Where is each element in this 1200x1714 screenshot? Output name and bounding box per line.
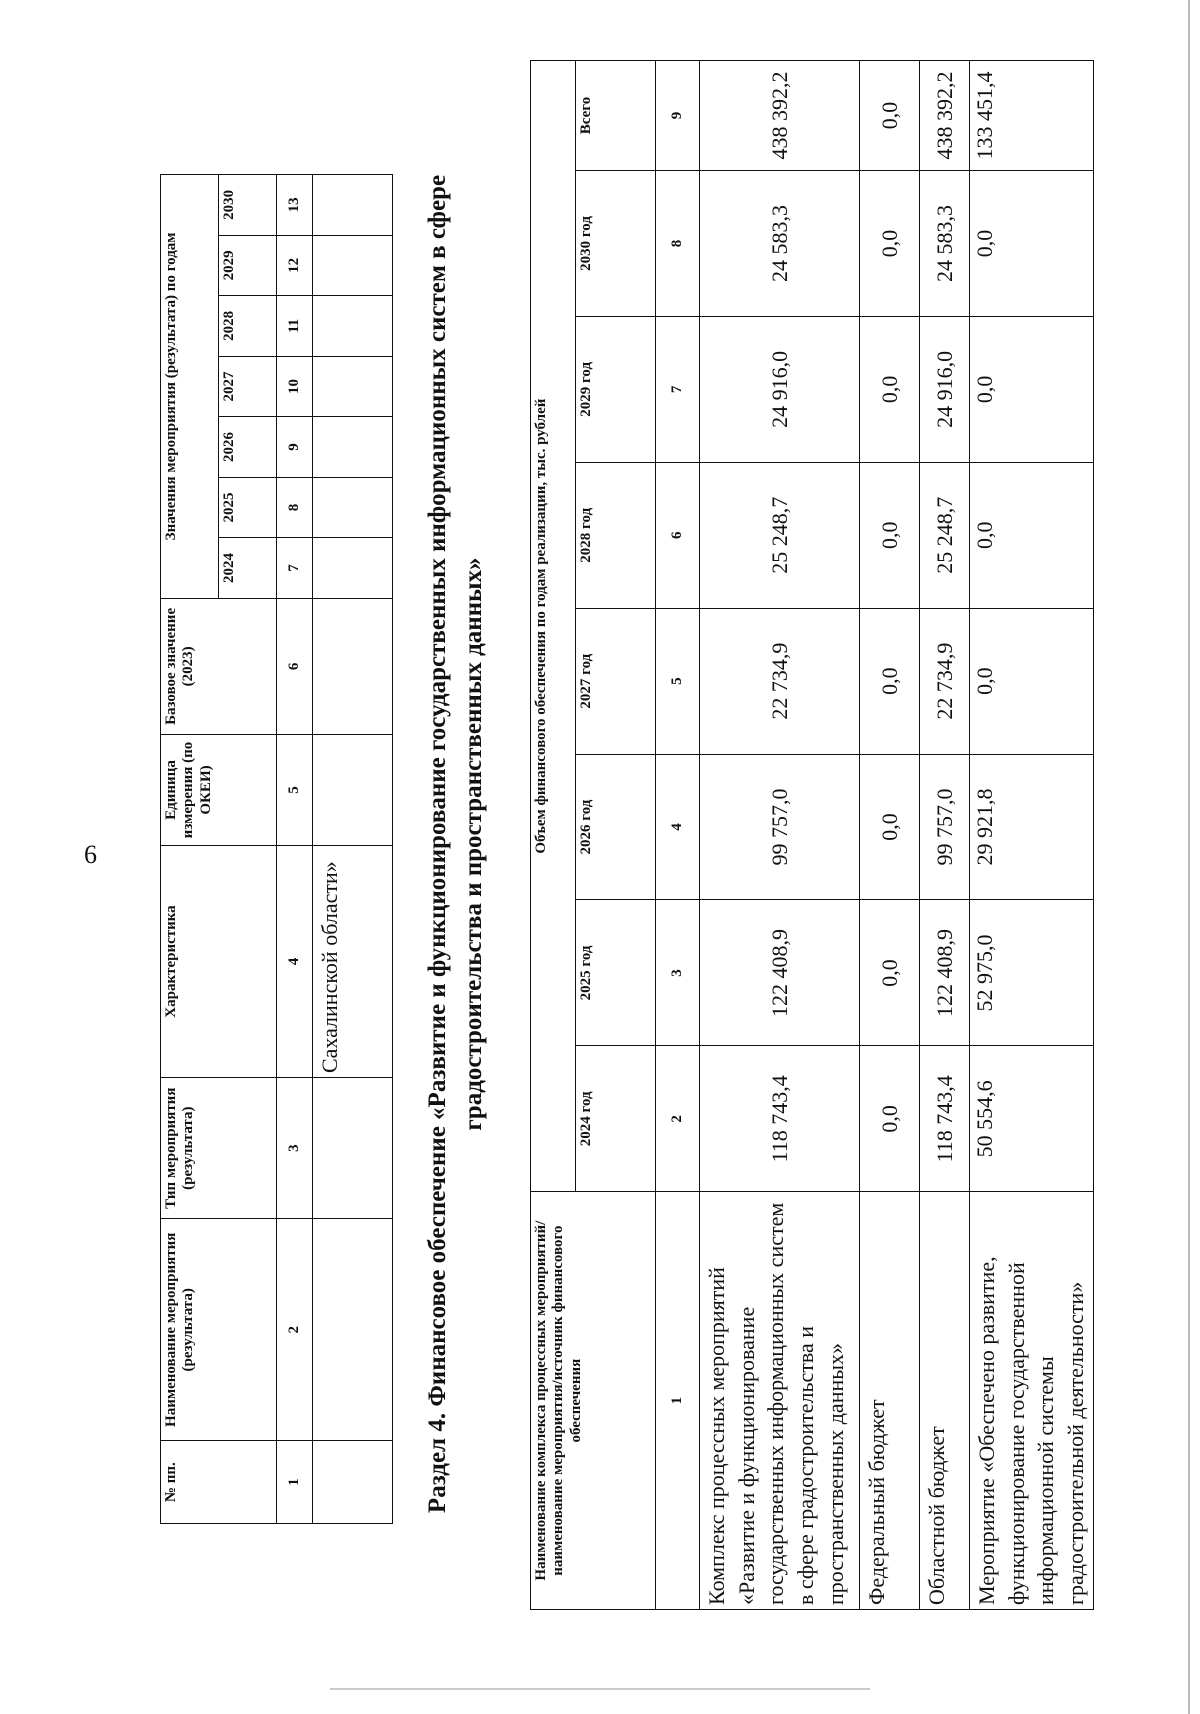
col-number: 1: [277, 1441, 313, 1524]
table-row: [860, 61, 920, 1610]
table-row: [970, 61, 1094, 1610]
col-number: 6: [656, 462, 700, 608]
row-name: Мероприятие «Обеспечено развитие, функционирование государственной информационной системы градостроительной деятельности»: [970, 1192, 1094, 1610]
row-name: [313, 1219, 393, 1441]
row-value: [313, 538, 393, 599]
row-value: 25 248,7: [700, 462, 860, 608]
row-characteristic: Сахалинской области»: [313, 845, 393, 1077]
row-value: 0,0: [860, 754, 920, 900]
row-value: [313, 477, 393, 538]
row-value: [313, 235, 393, 296]
header-year: 2028 год: [576, 462, 656, 608]
row-value: 0,0: [860, 608, 920, 754]
header-year: 2029: [219, 235, 277, 296]
page-number: 6: [84, 840, 97, 869]
row-value: 0,0: [970, 316, 1094, 462]
row-type: [313, 1078, 393, 1219]
header-characteristic: Характеристика: [161, 845, 277, 1077]
results-table: [160, 174, 393, 1524]
row-value: 0,0: [860, 462, 920, 608]
row-value: 122 408,9: [920, 900, 970, 1046]
row-value: 133 451,4: [970, 61, 1094, 171]
col-number: 10: [277, 356, 313, 417]
header-year: 2026 год: [576, 754, 656, 900]
header-name: Наименование мероприятия (результата): [161, 1219, 277, 1441]
col-number: 8: [656, 171, 700, 317]
header-year: 2030: [219, 175, 277, 236]
row-value: [313, 417, 393, 478]
row-value: 0,0: [970, 608, 1094, 754]
row-value: 99 757,0: [700, 754, 860, 900]
row-value: 0,0: [860, 1046, 920, 1192]
header-name: Наименование комплекса процессных мероприятий/наименование мероприятия/источник финансового обеспечения: [531, 1192, 656, 1610]
table-row: [700, 61, 860, 1610]
row-value: 438 392,2: [700, 61, 860, 171]
row-value: [313, 356, 393, 417]
row-value: 24 916,0: [700, 316, 860, 462]
row-value: 24 583,3: [920, 171, 970, 317]
header-num: № пп.: [161, 1441, 277, 1524]
header-total: Всего: [576, 61, 656, 171]
row-name: Федеральный бюджет: [860, 1192, 920, 1610]
col-number: 8: [277, 477, 313, 538]
col-number: 7: [277, 538, 313, 599]
header-year: 2024: [219, 538, 277, 599]
table-row: [920, 61, 970, 1610]
header-year: 2028: [219, 296, 277, 357]
row-value: [313, 175, 393, 236]
row-value: 0,0: [860, 316, 920, 462]
col-number: 13: [277, 175, 313, 236]
col-number: 2: [656, 1046, 700, 1192]
row-value: 25 248,7: [920, 462, 970, 608]
row-value: 0,0: [860, 171, 920, 317]
col-number: 3: [277, 1078, 313, 1219]
row-num: [313, 1441, 393, 1524]
header-year: 2029 год: [576, 316, 656, 462]
row-value: [313, 296, 393, 357]
row-value: 0,0: [970, 462, 1094, 608]
header-year: 2030 год: [576, 171, 656, 317]
row-unit: [313, 735, 393, 846]
header-type: Тип мероприятия (результата): [161, 1078, 277, 1219]
row-value: 29 921,8: [970, 754, 1094, 900]
col-number: 12: [277, 235, 313, 296]
row-value: 0,0: [860, 61, 920, 171]
row-value: 122 408,9: [700, 900, 860, 1046]
row-value: 22 734,9: [920, 608, 970, 754]
header-unit: Единица измерения (по ОКЕИ): [161, 735, 277, 846]
col-number: 3: [656, 900, 700, 1046]
header-base: Базовое значение (2023): [161, 598, 277, 734]
header-volume: Объем финансового обеспечения по годам реализации, тыс. рублей: [531, 61, 576, 1192]
header-year: 2025 год: [576, 900, 656, 1046]
header-year: 2026: [219, 417, 277, 478]
row-value: 24 916,0: [920, 316, 970, 462]
row-name: Областной бюджет: [920, 1192, 970, 1610]
row-value: 24 583,3: [700, 171, 860, 317]
header-year: 2027: [219, 356, 277, 417]
col-number: 11: [277, 296, 313, 357]
row-value: 52 975,0: [970, 900, 1094, 1046]
col-number: 1: [656, 1192, 700, 1610]
col-number: 9: [277, 417, 313, 478]
financing-table: [530, 60, 1094, 1610]
row-value: 0,0: [970, 171, 1094, 317]
row-value: 0,0: [860, 900, 920, 1046]
col-number: 4: [277, 845, 313, 1077]
header-year: 2024 год: [576, 1046, 656, 1192]
row-value: 438 392,2: [920, 61, 970, 171]
header-year: 2027 год: [576, 608, 656, 754]
row-value: 118 743,4: [700, 1046, 860, 1192]
table-row: [313, 175, 393, 1524]
row-value: 118 743,4: [920, 1046, 970, 1192]
col-number: 9: [656, 61, 700, 171]
col-number: 7: [656, 316, 700, 462]
header-values-by-year: Значения мероприятия (результата) по годам: [161, 175, 219, 599]
col-number: 6: [277, 598, 313, 734]
row-base: [313, 598, 393, 734]
row-value: 22 734,9: [700, 608, 860, 754]
col-number: 5: [656, 608, 700, 754]
col-number: 2: [277, 1219, 313, 1441]
row-name: Комплекс процессных мероприятий «Развитие и функционирование государственных информационных систем в сфере градостроительства и пространственных данных»: [700, 1192, 860, 1610]
section-heading: Раздел 4. Финансовое обеспечение «Развитие и функционирование государственных информационных систем в сфере градостроительства и пространственных данных»: [424, 174, 488, 1514]
row-value: 50 554,6: [970, 1046, 1094, 1192]
col-number: 4: [656, 754, 700, 900]
header-year: 2025: [219, 477, 277, 538]
col-number: 5: [277, 735, 313, 846]
row-value: 99 757,0: [920, 754, 970, 900]
